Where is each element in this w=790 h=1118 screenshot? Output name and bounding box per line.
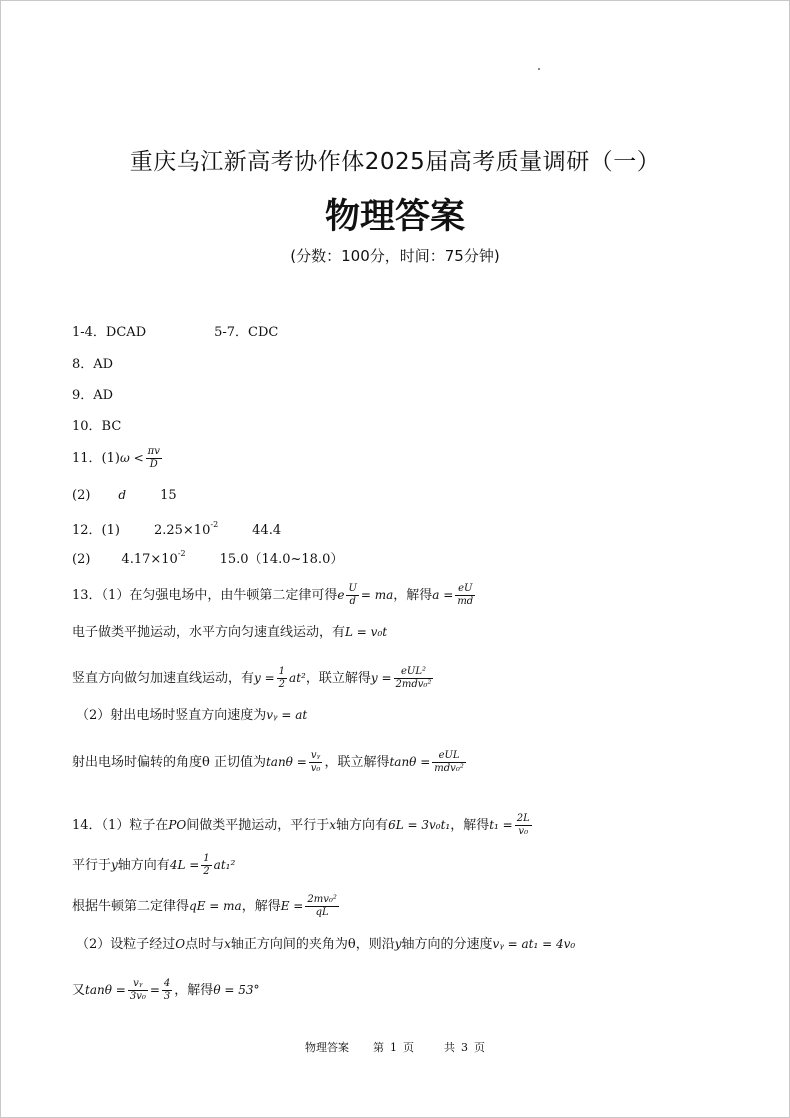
answer-11-2-b: 15 [160, 488, 177, 503]
q13-fraction-tan-result: $\frac{\text{eUL}}{\text{mdv₀²}}$ [434, 750, 464, 774]
document-title: 重庆乌江新高考协作体2025届高考质量调研（一） [129, 149, 661, 175]
answer-11-label: 11．(1) [72, 451, 120, 466]
q13-line-3: 竖直方向做匀加速直线运动，有y = $\frac{1}{2}$ at²，联立解得y = $\frac{\text{eUL²}}{\text{2mdv₀²}}$ [72, 666, 432, 690]
total-pages: 3 [461, 1041, 468, 1054]
q13-line-2: 电子做类平抛运动，水平方向匀速直线运动，有L = v₀t [72, 625, 388, 640]
answer-12-2-a: $4.17\times 10^{-2}$ [121, 549, 186, 567]
answer-1-4: 1-4．DCAD [72, 325, 147, 340]
answer-12-1-a: $2.25\times 10^{-2}$ [153, 520, 219, 538]
answer-row-1-7 [72, 321, 278, 340]
q14-line-5: 又tanθ = $\frac{\text{vᵧ}}{\text{3v₀}}$ = $\frac{4}{3}$ ，解得θ = 53° [72, 978, 260, 1002]
page-number: 1 [390, 1041, 397, 1054]
document-subtitle: 物理答案 [324, 197, 465, 237]
q13-fraction-u-over-d: $\frac{U}{d}$ [348, 583, 357, 607]
decorative-dot [538, 68, 540, 70]
q14-fraction-e-result: $\frac{\text{2mv₀²}}{qL}$ [307, 894, 337, 918]
q14-fraction-four-thirds: $\frac{4}{3}$ [163, 978, 171, 1002]
page-footer: 物理答案 第 1 页 共 3 页 [305, 1041, 485, 1054]
q13-fraction-y-result: $\frac{\text{eUL²}}{\text{2mdv₀²}}$ [395, 666, 432, 690]
q13-fraction-half: $\frac{1}{2}$ [278, 666, 286, 690]
q13-vertical-velocity: vᵧ = at [266, 708, 308, 722]
q13-line-4: （2）射出电场时竖直方向速度为vᵧ = at [76, 708, 308, 723]
answer-12-2-label: (2) [72, 552, 91, 567]
score-time-info: (分数：100分，时间：75分钟) [290, 247, 500, 265]
q13-line-1: 13．（1）在匀强电场中，由牛顿第二定律可得e $\frac{U}{d}$ = ma，解得a = $\frac{eU}{md}$ [72, 583, 474, 607]
answer-11-fraction: $\frac{\pi v}{D}$ [147, 446, 160, 470]
answer-12-1-b: 44.4 [252, 523, 282, 538]
q13-fraction-tan-ratio: $\frac{\text{vᵧ}}{\text{v₀}}$ [310, 750, 321, 774]
answer-11-1 [72, 446, 164, 471]
answer-5-7: 5-7．CDC [214, 325, 279, 340]
q14-line-4: （2）设粒子经过O点时与x轴正方向间的夹角为θ，则沿y轴方向的分速度vᵧ = at₁ = 4v₀ [76, 937, 576, 952]
answer-12-label: 12．(1) [72, 523, 120, 538]
q14-fraction-half: $\frac{1}{2}$ [203, 853, 210, 877]
q13-fraction-eu-over-md: $\frac{eU}{md}$ [457, 583, 474, 607]
q14-line-1: 14．（1）粒子在PO间做类平抛运动，平行于x轴方向有6L = 3v₀t₁，解得t₁ = $\frac{2L}{\text{v₀}}$ [72, 813, 530, 837]
answer-12-2-b: 15.0（14.0~18.0） [219, 552, 344, 567]
answer-8: 8．AD [72, 357, 114, 372]
q14-fraction-t1: $\frac{2L}{\text{v₀}}$ [516, 813, 530, 837]
answer-11-2-a: d [118, 488, 127, 502]
answer-12-2 [72, 548, 343, 567]
answer-12-1 [72, 519, 281, 538]
q13-horizontal-formula: L = v₀t [345, 625, 388, 639]
answer-11-2-label: (2) [72, 488, 91, 503]
answer-11-2 [72, 488, 177, 503]
q14-line-3: 根据牛顿第二定律得qE = ma，解得E = $\frac{\text{2mv₀²}}{qL}$ [72, 894, 337, 918]
answer-11-formula: ω < [119, 451, 144, 465]
q14-line-2: 平行于y轴方向有4L = $\frac{1}{2}$ at₁² [72, 853, 236, 877]
answer-9: 9．AD [72, 388, 114, 403]
answer-10: 10．BC [72, 419, 122, 434]
q14-fraction-tan-ratio: $\frac{\text{vᵧ}}{\text{3v₀}}$ [129, 978, 146, 1002]
q13-line-5: 射出电场时偏转的角度θ 正切值为tanθ = $\frac{\text{vᵧ}}{\text{v₀}}$ ，联立解得tanθ = $\frac{\text{eUL}}{\text{mdv₀²}}$ [72, 750, 464, 774]
